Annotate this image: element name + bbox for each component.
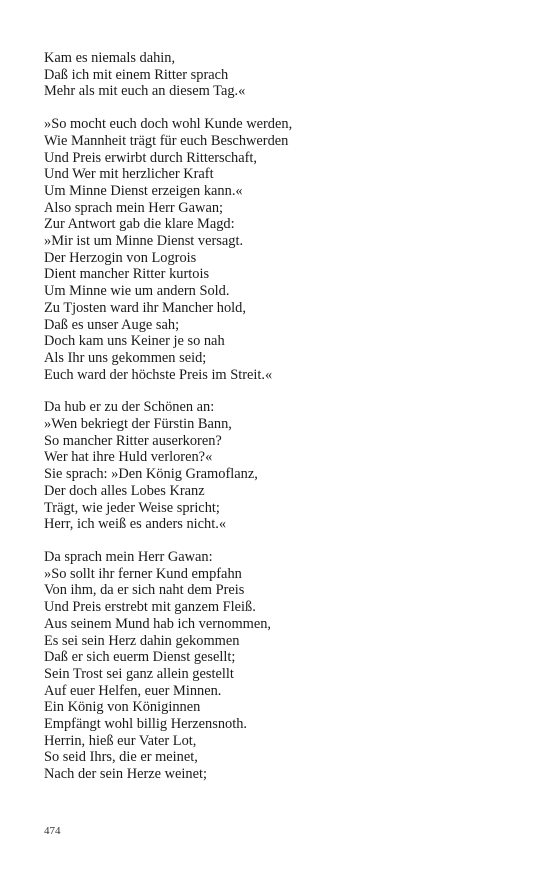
- verse-line: Doch kam uns Keiner je so nah: [44, 333, 225, 350]
- verse-line: Aus seinem Mund hab ich vernommen,: [44, 615, 272, 632]
- verse-line: Ein König von Königinnen: [44, 699, 201, 716]
- verse-line: Euch ward der höchste Preis im Streit.«: [44, 366, 273, 383]
- verse-line: Um Minne Dienst erzeigen kann.«: [44, 182, 243, 199]
- verse-line: Kam es niemals dahin,: [44, 50, 176, 66]
- verse-line: Daß es unser Auge sah;: [44, 316, 180, 333]
- verse-line: Sein Trost sei ganz allein gestellt: [44, 665, 234, 682]
- verse-line: Wer hat ihre Huld verloren?«: [44, 449, 213, 466]
- verse-line: Als Ihr uns gekommen seid;: [44, 349, 207, 366]
- verse-line: »Mir ist um Minne Dienst versagt.: [44, 233, 244, 250]
- stanza: [44, 50, 524, 100]
- verse-line: Daß er sich euerm Dienst gesellt;: [44, 649, 236, 666]
- verse-line: Also sprach mein Herr Gawan;: [44, 199, 224, 216]
- verse-line: Sie sprach: »Den König Gramoflanz,: [44, 466, 258, 483]
- verse-line: Daß ich mit einem Ritter sprach: [44, 66, 229, 83]
- verse-line: Trägt, wie jeder Weise spricht;: [44, 499, 220, 516]
- verse-line: Der Herzogin von Logrois: [44, 249, 197, 266]
- verse-line: Mehr als mit euch an diesem Tag.«: [44, 83, 246, 100]
- verse-line: Da hub er zu der Schönen an:: [44, 399, 215, 416]
- verse-line: Herr, ich weiß es anders nicht.«: [44, 516, 227, 533]
- verse-line: Zur Antwort gab die klare Magd:: [44, 216, 235, 233]
- verse-line: Der doch alles Lobes Kranz: [44, 482, 205, 499]
- verse-line: Von ihm, da er sich naht dem Preis: [44, 582, 245, 599]
- verse-line: Und Preis erstrebt mit ganzem Fleiß.: [44, 599, 256, 616]
- verse-line: »Wen bekriegt der Fürstin Bann,: [44, 416, 232, 433]
- verse-line: So mancher Ritter auserkoren?: [44, 432, 222, 449]
- verse-line: Empfängt wohl billig Herzensnoth.: [44, 716, 248, 733]
- verse-line: Wie Mannheit trägt für euch Beschwerden: [44, 132, 289, 149]
- verse-line: Nach der sein Herze weinet;: [44, 766, 208, 783]
- verse-line: Und Preis erwirbt durch Ritterschaft,: [44, 149, 258, 166]
- verse-line: Dient mancher Ritter kurtois: [44, 266, 210, 283]
- verse-line: Herrin, hieß eur Vater Lot,: [44, 732, 197, 749]
- verse-line: Auf euer Helfen, euer Minnen.: [44, 682, 222, 699]
- stanza: [44, 116, 524, 383]
- stanza: [44, 399, 524, 533]
- verse-line: Es sei sein Herz dahin gekommen: [44, 632, 240, 649]
- verse-line: Da sprach mein Herr Gawan:: [44, 548, 213, 565]
- verse-line: »So sollt ihr ferner Kund empfahn: [44, 565, 242, 582]
- stanza: [44, 549, 524, 783]
- verse-line: Um Minne wie um andern Sold.: [44, 283, 230, 300]
- poem-text: [44, 50, 524, 799]
- verse-line: Zu Tjosten ward ihr Mancher hold,: [44, 299, 246, 316]
- page-number: 474: [44, 825, 61, 837]
- verse-line: »So mocht euch doch wohl Kunde werden,: [44, 116, 293, 133]
- verse-line: So seid Ihrs, die er meinet,: [44, 749, 198, 766]
- verse-line: Und Wer mit herzlicher Kraft: [44, 166, 214, 183]
